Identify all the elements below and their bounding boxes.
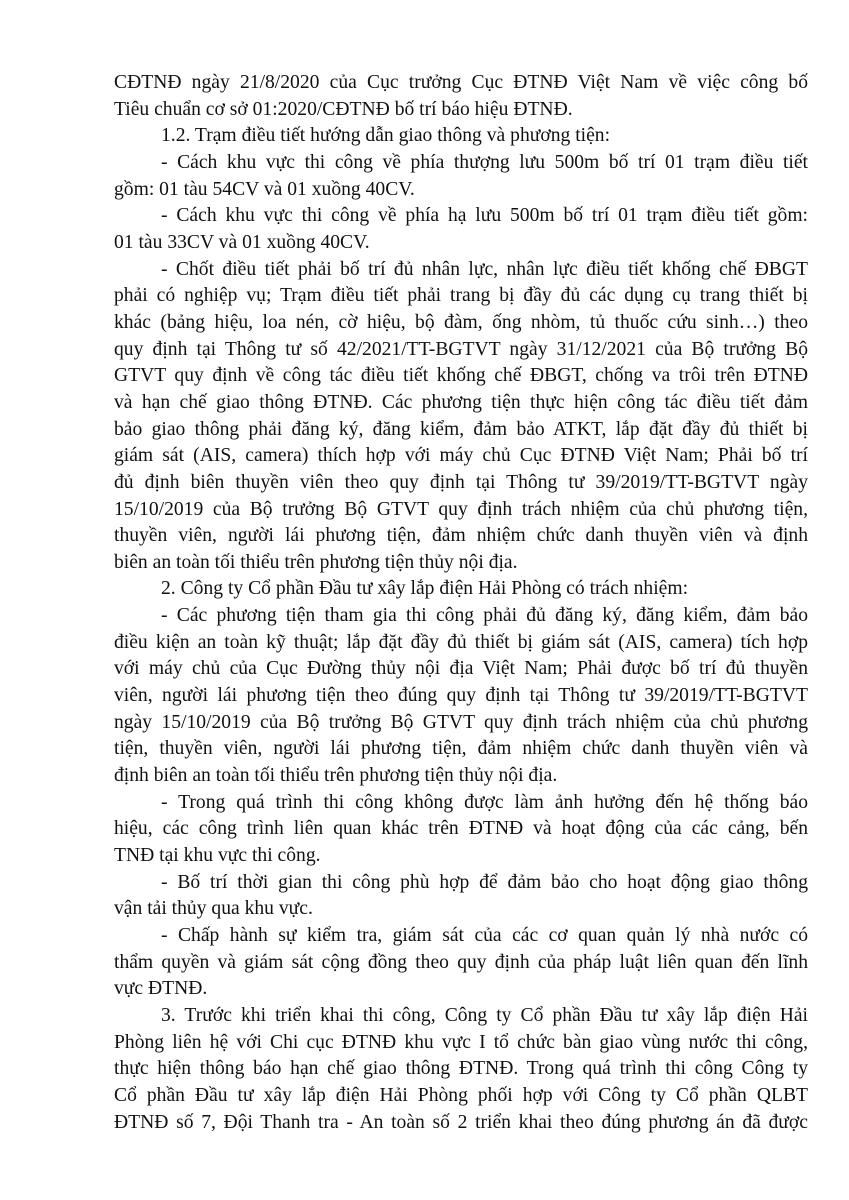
text-line: - Các phương tiện tham gia thi công phải đủ đăng ký, đăng kiểm, đảm bảo <box>161 605 808 627</box>
text-line: CĐTNĐ ngày 21/8/2020 của Cục trưởng Cục ĐTNĐ Việt Nam về việc công bố <box>114 72 808 93</box>
text-line: 3. Trước khi triển khai thi công, Công ty Cổ phần Đầu tư xây lắp điện Hải <box>161 1004 808 1026</box>
paragraph-1-2 <box>114 123 808 150</box>
paragraph-schedule <box>114 870 808 923</box>
text-line: - Chốt điều tiết phải bố trí đủ nhân lực, nhân lực điều tiết khống chế ĐBGT <box>161 258 808 280</box>
text-line: tiện, thuyền viên, người lái phương tiện, đảm nhiệm chức danh thuyền viên và <box>114 738 808 760</box>
text-line: 1.2. Trạm điều tiết hướng dẫn giao thông và phương tiện: <box>161 125 611 147</box>
text-line: thẩm quyền và giám sát cộng đồng theo quy định của pháp luật liên quan đến lĩnh <box>114 951 808 973</box>
text-line: - Cách khu vực thi công về phía thượng lưu 500m bố trí 01 trạm điều tiết <box>161 151 808 173</box>
paragraph-no-impact <box>114 790 808 870</box>
text-line: với máy chủ của Cục Đường thủy nội địa Việt Nam; Phải được bố trí đủ thuyền <box>114 658 808 680</box>
text-line: vực ĐTNĐ. <box>114 978 208 1000</box>
text-line: hiệu, các công trình liên quan khác trên ĐTNĐ và hoạt động của các cảng, bến <box>114 818 808 840</box>
paragraph-downstream <box>114 203 808 256</box>
paragraph-2 <box>114 576 808 603</box>
text-line: Cổ phần Đầu tư xây lắp điện Hải Phòng phối hợp với Công ty Cổ phần QLBT <box>114 1084 808 1106</box>
text-line: - Chấp hành sự kiểm tra, giám sát của các cơ quan quản lý nhà nước có <box>161 925 808 946</box>
text-line: khác (bảng hiệu, loa nén, cờ hiệu, bộ đàm, ống nhòm, tủ thuốc cứu sinh…) theo <box>114 311 808 333</box>
text-line: vận tải thủy qua khu vực. <box>114 898 313 920</box>
text-line: - Trong quá trình thi công không được làm ảnh hưởng đến hệ thống báo <box>161 791 808 813</box>
text-line: 01 tàu 33CV và 01 xuồng 40CV. <box>114 231 370 253</box>
text-line: ngày 15/10/2019 của Bộ trưởng Bộ GTVT quy định trách nhiệm của chủ phương <box>114 711 808 733</box>
text-line: bảo giao thông phải đăng ký, đăng kiểm, đảm bảo ATKT, lắp đặt đầy đủ thiết bị <box>114 418 808 440</box>
text-line: định biên an toàn tối thiểu trên phương tiện thủy nội địa. <box>114 765 558 787</box>
document-body <box>114 70 808 1136</box>
paragraph-3 <box>114 1003 808 1136</box>
text-line: phải có nghiệp vụ; Trạm điều tiết phải trang bị đầy đủ các dụng cụ trang thiết bị <box>114 285 808 307</box>
text-line: điều kiện an toàn kỹ thuật; lắp đặt đầy đủ thiết bị giám sát (AIS, camera) tích hợp <box>114 631 808 653</box>
text-line: ĐTNĐ số 7, Đội Thanh tra - An toàn số 2 triển khai theo đúng phương án đã được <box>114 1111 808 1133</box>
paragraph-checkpoint <box>114 257 808 577</box>
text-line: 15/10/2019 của Bộ trưởng Bộ GTVT quy định trách nhiệm của chủ phương tiện, <box>114 498 808 520</box>
text-line: và hạn chế giao thông ĐTNĐ. Các phương tiện thực hiện công tác điều tiết đảm <box>114 391 808 413</box>
text-line: gồm: 01 tàu 54CV và 01 xuồng 40CV. <box>114 178 415 200</box>
paragraph-vehicles <box>114 603 808 790</box>
text-line: 2. Công ty Cổ phần Đầu tư xây lắp điện Hải Phòng có trách nhiệm: <box>161 578 689 600</box>
text-line: - Bố trí thời gian thi công phù hợp để đảm bảo cho hoạt động giao thông <box>161 871 808 893</box>
text-line: thuyền viên, người lái phương tiện, đảm nhiệm chức danh thuyền viên và định <box>114 525 808 547</box>
paragraph-continuation <box>114 70 808 123</box>
text-line: thực hiện thông báo hạn chế giao thông ĐTNĐ. Trong quá trình thi công Công ty <box>114 1058 808 1080</box>
text-line: Phòng liên hệ với Chi cục ĐTNĐ khu vực I tổ chức bàn giao vùng nước thi công, <box>114 1031 808 1053</box>
paragraph-inspection <box>114 923 808 1003</box>
text-line: GTVT quy định về công tác điều tiết khống chế ĐBGT, chống va trôi trên ĐTNĐ <box>114 365 808 387</box>
paragraph-upstream <box>114 150 808 203</box>
text-line: viên, người lái phương tiện theo đúng quy định tại Thông tư 39/2019/TT-BGTVT <box>114 685 808 707</box>
text-line: quy định tại Thông tư số 42/2021/TT-BGTVT ngày 31/12/2021 của Bộ trưởng Bộ <box>114 338 808 360</box>
text-line: biên an toàn tối thiểu trên phương tiện thủy nội địa. <box>114 551 518 573</box>
text-line: - Cách khu vực thi công về phía hạ lưu 500m bố trí 01 trạm điều tiết gồm: <box>161 205 808 227</box>
text-line: TNĐ tại khu vực thi công. <box>114 845 321 867</box>
text-line: đủ định biên thuyền viên theo quy định tại Thông tư 39/2019/TT-BGTVT ngày <box>114 471 808 493</box>
text-line: giám sát (AIS, camera) thích hợp với máy chủ Cục ĐTNĐ Việt Nam; Phải bố trí <box>114 445 808 467</box>
text-line: Tiêu chuẩn cơ sở 01:2020/CĐTNĐ bố trí báo hiệu ĐTNĐ. <box>114 98 573 120</box>
